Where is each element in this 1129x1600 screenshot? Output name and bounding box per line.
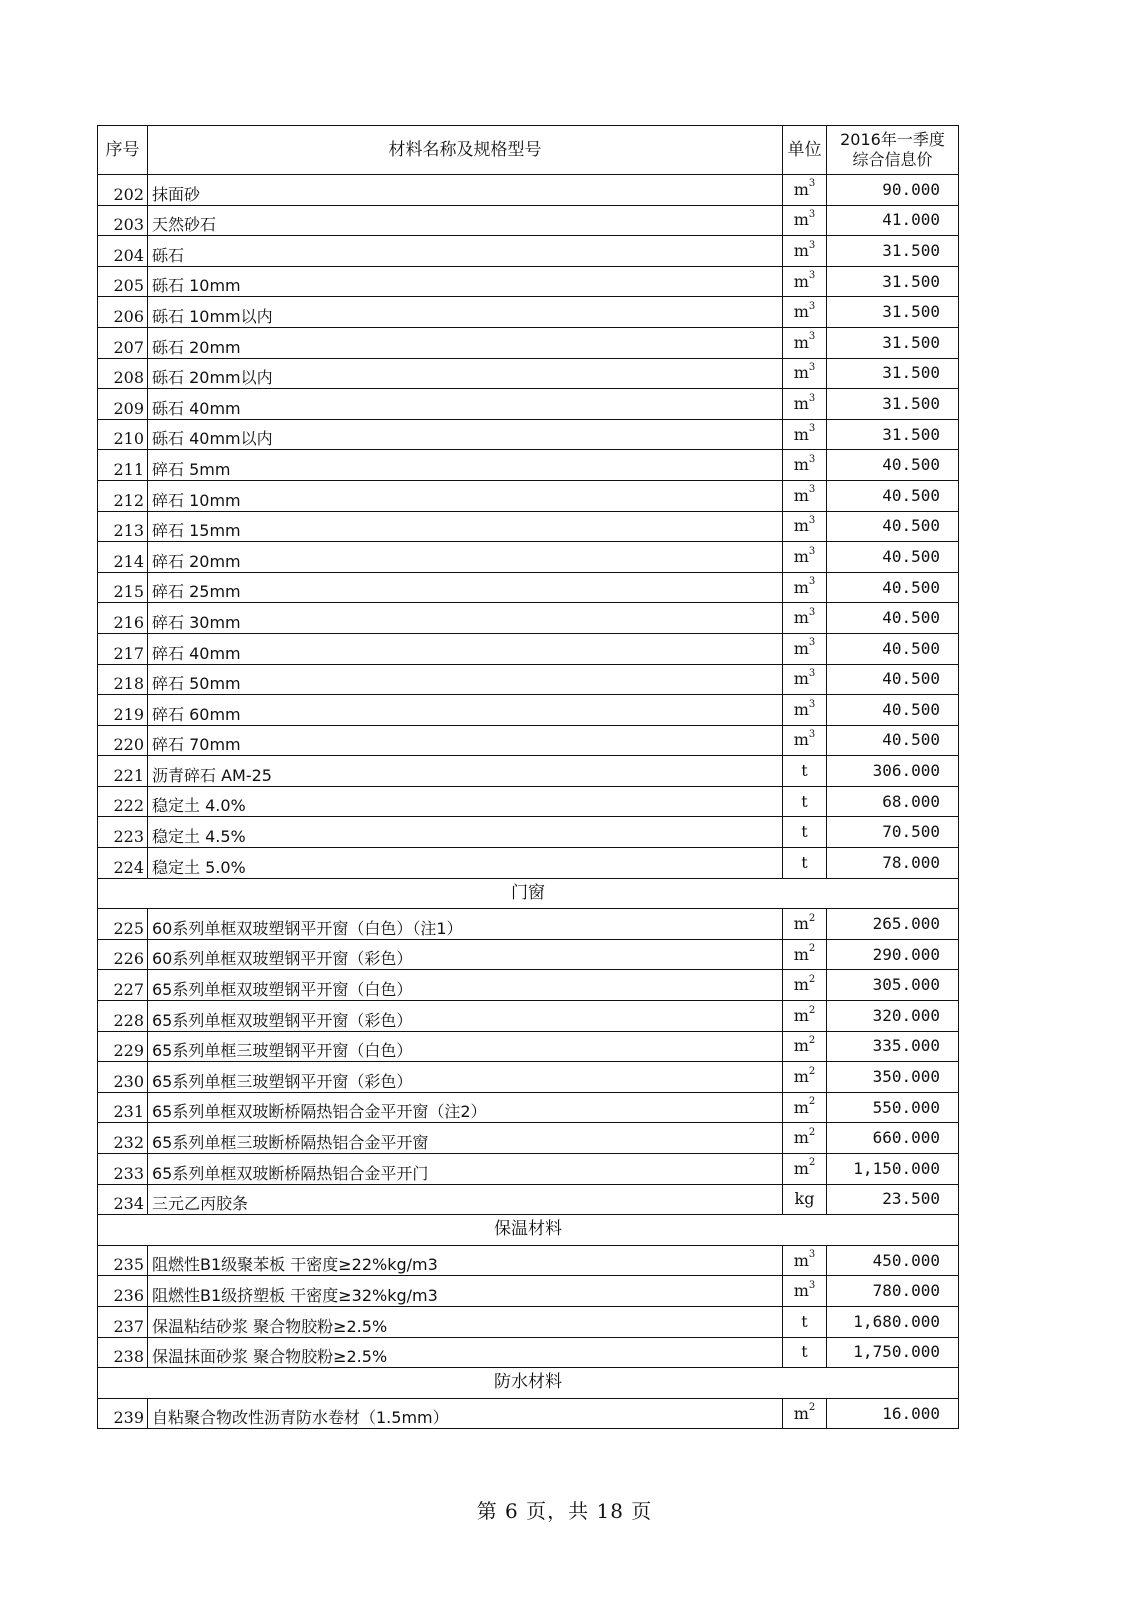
row-no: 213 [98, 511, 148, 542]
row-unit [783, 1398, 827, 1429]
table-row [98, 1306, 959, 1337]
table-row [98, 1184, 959, 1215]
row-name: 砾石 20mm以内 [148, 358, 783, 389]
row-price: 40.500 [827, 603, 959, 634]
row-no: 204 [98, 236, 148, 267]
unit-text: m [793, 1036, 809, 1056]
unit-exponent: 3 [808, 331, 816, 343]
row-price: 306.000 [827, 756, 959, 787]
row-unit [783, 909, 827, 940]
row-name: 60系列单框双玻塑钢平开窗（彩色） [148, 939, 783, 970]
row-price: 660.000 [827, 1123, 959, 1154]
table-row [98, 939, 959, 970]
page-footer: 第 6 页，共 18 页 [476, 1499, 653, 1523]
unit-text: m [793, 1005, 809, 1025]
row-price: 40.500 [827, 695, 959, 726]
table-row [98, 1154, 959, 1185]
row-price: 31.500 [827, 419, 959, 450]
unit-text: m [793, 975, 809, 995]
unit-text: t [801, 1311, 808, 1331]
row-price: 40.500 [827, 725, 959, 756]
unit-text: m [793, 516, 809, 536]
unit-exponent: 3 [808, 545, 816, 557]
row-no: 207 [98, 327, 148, 358]
row-unit [783, 1062, 827, 1093]
unit-text: m [793, 608, 809, 628]
unit-exponent: 3 [808, 209, 816, 221]
row-no: 233 [98, 1154, 148, 1185]
row-name: 砾石 20mm [148, 327, 783, 358]
unit-exponent: 3 [808, 300, 816, 312]
row-name: 碎石 60mm [148, 695, 783, 726]
header-unit: 单位 [783, 126, 827, 175]
row-name: 碎石 70mm [148, 725, 783, 756]
unit-exponent: 3 [808, 1249, 816, 1261]
table-row [98, 450, 959, 481]
table-row [98, 175, 959, 206]
row-no: 211 [98, 450, 148, 481]
row-name: 碎石 20mm [148, 542, 783, 573]
row-name: 三元乙丙胶条 [148, 1184, 783, 1215]
row-name: 稳定土 4.5% [148, 817, 783, 848]
unit-exponent: 3 [808, 362, 816, 374]
unit-exponent: 2 [808, 973, 816, 985]
row-name: 65系列单框双玻断桥隔热铝合金平开窗（注2） [148, 1092, 783, 1123]
row-price: 90.000 [827, 175, 959, 206]
unit-text: m [793, 914, 809, 934]
row-name: 抹面砂 [148, 175, 783, 206]
unit-exponent: 2 [808, 912, 816, 924]
row-no: 219 [98, 695, 148, 726]
row-name: 碎石 5mm [148, 450, 783, 481]
unit-text: m [793, 485, 809, 505]
row-price: 23.500 [827, 1184, 959, 1215]
table-row [98, 695, 959, 726]
unit-exponent: 2 [808, 1004, 816, 1016]
row-name: 碎石 40mm [148, 633, 783, 664]
unit-text: m [793, 1281, 809, 1301]
unit-text: m [793, 240, 809, 260]
unit-text: m [793, 271, 809, 291]
row-unit [783, 756, 827, 787]
row-unit [783, 1031, 827, 1062]
table-row [98, 786, 959, 817]
price-table [97, 125, 959, 1429]
row-unit [783, 1092, 827, 1123]
row-no: 238 [98, 1337, 148, 1368]
unit-exponent: 2 [808, 943, 816, 955]
unit-exponent: 3 [808, 239, 816, 251]
row-price: 40.500 [827, 633, 959, 664]
row-no: 221 [98, 756, 148, 787]
row-unit [783, 358, 827, 389]
unit-exponent: 2 [808, 1035, 816, 1047]
row-name: 砾石 40mm [148, 389, 783, 420]
row-unit [783, 695, 827, 726]
row-unit [783, 1245, 827, 1276]
unit-text: m [793, 424, 809, 444]
row-name: 保温抹面砂浆 聚合物胶粉≥2.5% [148, 1337, 783, 1368]
table-row [98, 756, 959, 787]
unit-exponent: 3 [808, 698, 816, 710]
unit-text: m [793, 730, 809, 750]
unit-exponent: 3 [808, 667, 816, 679]
unit-text: m [793, 1250, 809, 1270]
row-price: 40.500 [827, 511, 959, 542]
section-row [98, 1215, 959, 1246]
unit-exponent: 2 [808, 1065, 816, 1077]
unit-text: t [801, 852, 808, 872]
row-name: 碎石 15mm [148, 511, 783, 542]
row-price: 16.000 [827, 1398, 959, 1429]
row-no: 224 [98, 848, 148, 879]
row-no: 212 [98, 480, 148, 511]
row-name: 稳定土 5.0% [148, 848, 783, 879]
table-row [98, 542, 959, 573]
unit-text: m [793, 699, 809, 719]
unit-exponent: 3 [808, 423, 816, 435]
row-unit [783, 327, 827, 358]
unit-exponent: 3 [808, 484, 816, 496]
row-name: 65系列单框三玻塑钢平开窗（白色） [148, 1031, 783, 1062]
row-name: 阻燃性B1级聚苯板 干密度≥22%kg/m3 [148, 1245, 783, 1276]
row-price: 350.000 [827, 1062, 959, 1093]
row-no: 215 [98, 572, 148, 603]
row-no: 222 [98, 786, 148, 817]
unit-text: kg [794, 1189, 815, 1209]
unit-exponent: 3 [808, 453, 816, 465]
unit-exponent: 2 [808, 1402, 816, 1414]
unit-text: m [793, 363, 809, 383]
table-row [98, 327, 959, 358]
row-price: 78.000 [827, 848, 959, 879]
unit-text: m [793, 179, 809, 199]
unit-exponent: 3 [808, 1279, 816, 1291]
row-no: 217 [98, 633, 148, 664]
unit-exponent: 2 [808, 1157, 816, 1169]
row-price: 265.000 [827, 909, 959, 940]
row-unit [783, 1154, 827, 1185]
table-row [98, 909, 959, 940]
row-price: 1,680.000 [827, 1306, 959, 1337]
row-no: 203 [98, 205, 148, 236]
row-unit [783, 205, 827, 236]
row-name: 自粘聚合物改性沥青防水卷材（1.5mm） [148, 1398, 783, 1429]
row-unit [783, 1001, 827, 1032]
row-price: 40.500 [827, 664, 959, 695]
unit-exponent: 3 [808, 729, 816, 741]
table-row [98, 419, 959, 450]
section-title: 保温材料 [98, 1215, 959, 1246]
row-no: 214 [98, 542, 148, 573]
row-name: 65系列单框三玻断桥隔热铝合金平开窗 [148, 1123, 783, 1154]
row-price: 41.000 [827, 205, 959, 236]
row-no: 202 [98, 175, 148, 206]
header-price-line2: 综合信息价 [852, 150, 933, 169]
table-row [98, 511, 959, 542]
row-unit [783, 542, 827, 573]
row-no: 232 [98, 1123, 148, 1154]
unit-text: m [793, 1128, 809, 1148]
table-row [98, 205, 959, 236]
unit-text: m [793, 210, 809, 230]
row-unit [783, 725, 827, 756]
table-row [98, 1245, 959, 1276]
row-no: 218 [98, 664, 148, 695]
row-no: 206 [98, 297, 148, 328]
unit-text: t [801, 822, 808, 842]
header-price [827, 126, 959, 175]
row-unit [783, 450, 827, 481]
row-name: 沥青碎石 AM-25 [148, 756, 783, 787]
row-unit [783, 848, 827, 879]
row-unit [783, 603, 827, 634]
unit-exponent: 2 [808, 1126, 816, 1138]
header-name: 材料名称及规格型号 [148, 126, 783, 175]
row-no: 236 [98, 1276, 148, 1307]
row-name: 碎石 10mm [148, 480, 783, 511]
row-name: 砾石 [148, 236, 783, 267]
row-name: 60系列单框双玻塑钢平开窗（白色）（注1） [148, 909, 783, 940]
row-no: 239 [98, 1398, 148, 1429]
row-no: 216 [98, 603, 148, 634]
table-header-row [98, 126, 959, 175]
table-row [98, 480, 959, 511]
row-price: 1,150.000 [827, 1154, 959, 1185]
table-row [98, 1337, 959, 1368]
unit-exponent: 3 [808, 178, 816, 190]
row-price: 40.500 [827, 542, 959, 573]
table-row [98, 664, 959, 695]
row-unit [783, 511, 827, 542]
row-no: 229 [98, 1031, 148, 1062]
row-price: 31.500 [827, 297, 959, 328]
row-price: 31.500 [827, 266, 959, 297]
row-unit [783, 297, 827, 328]
table-row [98, 1398, 959, 1429]
section-row [98, 1368, 959, 1399]
row-name: 65系列单框双玻塑钢平开窗（彩色） [148, 1001, 783, 1032]
row-no: 227 [98, 970, 148, 1001]
unit-text: m [793, 638, 809, 658]
row-name: 砾石 10mm [148, 266, 783, 297]
unit-text: m [793, 302, 809, 322]
row-unit [783, 1306, 827, 1337]
row-price: 40.500 [827, 450, 959, 481]
unit-text: m [793, 1067, 809, 1087]
table-row [98, 848, 959, 879]
row-name: 碎石 25mm [148, 572, 783, 603]
unit-exponent: 3 [808, 606, 816, 618]
table-row [98, 572, 959, 603]
unit-text: m [793, 577, 809, 597]
row-no: 230 [98, 1062, 148, 1093]
row-price: 31.500 [827, 358, 959, 389]
row-unit [783, 939, 827, 970]
row-no: 220 [98, 725, 148, 756]
row-no: 205 [98, 266, 148, 297]
row-unit [783, 786, 827, 817]
row-price: 31.500 [827, 236, 959, 267]
row-unit [783, 175, 827, 206]
row-name: 保温粘结砂浆 聚合物胶粉≥2.5% [148, 1306, 783, 1337]
unit-text: m [793, 1158, 809, 1178]
row-name: 碎石 50mm [148, 664, 783, 695]
unit-text: t [801, 791, 808, 811]
row-price: 550.000 [827, 1092, 959, 1123]
row-unit [783, 1337, 827, 1368]
unit-exponent: 3 [808, 270, 816, 282]
row-name: 天然砂石 [148, 205, 783, 236]
unit-text: m [793, 332, 809, 352]
row-no: 226 [98, 939, 148, 970]
row-unit [783, 970, 827, 1001]
row-unit [783, 572, 827, 603]
row-price: 70.500 [827, 817, 959, 848]
row-price: 450.000 [827, 1245, 959, 1276]
row-price: 68.000 [827, 786, 959, 817]
table-row [98, 358, 959, 389]
row-name: 稳定土 4.0% [148, 786, 783, 817]
row-price: 320.000 [827, 1001, 959, 1032]
row-unit [783, 236, 827, 267]
unit-exponent: 3 [808, 576, 816, 588]
table-row [98, 236, 959, 267]
table-row [98, 817, 959, 848]
table-body [98, 175, 959, 1429]
table-row [98, 970, 959, 1001]
unit-exponent: 2 [808, 1096, 816, 1108]
unit-text: m [793, 393, 809, 413]
row-price: 290.000 [827, 939, 959, 970]
unit-exponent: 3 [808, 637, 816, 649]
row-unit [783, 419, 827, 450]
row-price: 335.000 [827, 1031, 959, 1062]
unit-text: m [793, 944, 809, 964]
row-unit [783, 389, 827, 420]
unit-exponent: 3 [808, 392, 816, 404]
unit-text: m [793, 1097, 809, 1117]
row-no: 228 [98, 1001, 148, 1032]
row-name: 阻燃性B1级挤塑板 干密度≥32%kg/m3 [148, 1276, 783, 1307]
section-title: 防水材料 [98, 1368, 959, 1399]
unit-text: m [793, 669, 809, 689]
row-price: 40.500 [827, 480, 959, 511]
table-row [98, 297, 959, 328]
section-row [98, 878, 959, 909]
row-no: 234 [98, 1184, 148, 1215]
unit-text: m [793, 546, 809, 566]
row-name: 65系列单框双玻断桥隔热铝合金平开门 [148, 1154, 783, 1185]
row-unit [783, 1123, 827, 1154]
row-unit [783, 480, 827, 511]
table-row [98, 1062, 959, 1093]
row-unit [783, 1184, 827, 1215]
row-no: 231 [98, 1092, 148, 1123]
row-unit [783, 633, 827, 664]
unit-text: m [793, 455, 809, 475]
row-price: 780.000 [827, 1276, 959, 1307]
unit-text: m [793, 1403, 809, 1423]
row-name: 65系列单框双玻塑钢平开窗（白色） [148, 970, 783, 1001]
header-no: 序号 [98, 126, 148, 175]
table-row [98, 633, 959, 664]
row-no: 225 [98, 909, 148, 940]
row-name: 碎石 30mm [148, 603, 783, 634]
unit-text: t [801, 761, 808, 781]
table-row [98, 1092, 959, 1123]
row-no: 223 [98, 817, 148, 848]
table-row [98, 603, 959, 634]
table-row [98, 389, 959, 420]
row-price: 305.000 [827, 970, 959, 1001]
row-price: 1,750.000 [827, 1337, 959, 1368]
row-unit [783, 266, 827, 297]
row-no: 209 [98, 389, 148, 420]
row-name: 砾石 10mm以内 [148, 297, 783, 328]
table-row [98, 1123, 959, 1154]
table-row [98, 1031, 959, 1062]
table-row [98, 725, 959, 756]
row-unit [783, 1276, 827, 1307]
row-no: 208 [98, 358, 148, 389]
row-price: 31.500 [827, 327, 959, 358]
row-no: 237 [98, 1306, 148, 1337]
table-row [98, 1276, 959, 1307]
row-no: 235 [98, 1245, 148, 1276]
unit-text: t [801, 1342, 808, 1362]
row-name: 砾石 40mm以内 [148, 419, 783, 450]
table-row [98, 1001, 959, 1032]
table-row [98, 266, 959, 297]
unit-exponent: 3 [808, 515, 816, 526]
row-price: 31.500 [827, 389, 959, 420]
section-title: 门窗 [98, 878, 959, 909]
row-no: 210 [98, 419, 148, 450]
row-price: 40.500 [827, 572, 959, 603]
row-unit [783, 817, 827, 848]
row-name: 65系列单框三玻塑钢平开窗（彩色） [148, 1062, 783, 1093]
header-price-line1: 2016年一季度 [840, 130, 945, 149]
row-unit [783, 664, 827, 695]
